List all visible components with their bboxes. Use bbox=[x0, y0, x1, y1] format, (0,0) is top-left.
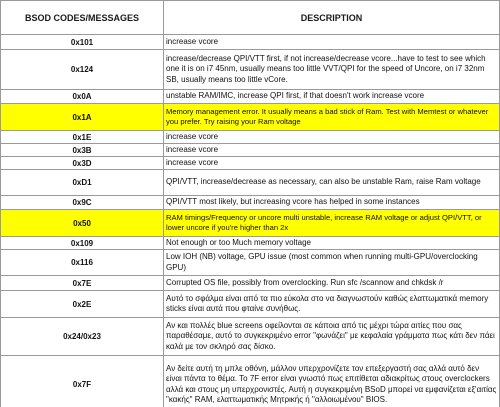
code-cell[interactable]: 0x7E bbox=[1, 276, 164, 291]
header-description[interactable]: DESCRIPTION bbox=[164, 1, 500, 35]
code-cell[interactable]: 0x101 bbox=[1, 35, 164, 50]
description-cell[interactable]: Αυτό το σφάλμα είναι από τα πιο εύκολα στο να διαγνωστούν καθώς ελαττωματικά memory sticks είναι αυτά που φταίνε συνήθως. bbox=[164, 291, 500, 318]
table-row bbox=[1, 144, 500, 157]
code-cell[interactable]: 0x9C bbox=[1, 196, 164, 210]
description-cell[interactable]: Not enough or too Much memory voltage bbox=[164, 237, 500, 250]
description-cell[interactable]: QPI/VTT, increase/decrease as necessary, can also be unstable Ram, raise Ram voltage bbox=[164, 170, 500, 196]
table-row bbox=[1, 90, 500, 104]
code-cell[interactable]: 0x116 bbox=[1, 250, 164, 276]
header-codes[interactable]: BSOD CODES/MESSAGES bbox=[1, 1, 164, 35]
description-cell[interactable]: increase vcore bbox=[164, 35, 500, 50]
code-cell[interactable]: 0x109 bbox=[1, 237, 164, 250]
table-row bbox=[1, 276, 500, 291]
description-cell[interactable]: increase vcore bbox=[164, 144, 500, 157]
code-cell[interactable]: 0x0A bbox=[1, 90, 164, 104]
code-cell[interactable]: 0x3D bbox=[1, 157, 164, 170]
code-cell[interactable]: 0x3B bbox=[1, 144, 164, 157]
table-row bbox=[1, 170, 500, 196]
table-row-highlighted bbox=[1, 210, 500, 237]
code-cell[interactable]: 0x7F bbox=[1, 356, 164, 407]
table-row bbox=[1, 291, 500, 318]
code-cell[interactable]: 0x50 bbox=[1, 210, 164, 237]
table-row-highlighted bbox=[1, 104, 500, 131]
description-cell[interactable]: Corrupted OS file, possibly from overclocking. Run sfc /scannow and chkdsk /r bbox=[164, 276, 500, 291]
code-cell[interactable]: 0x124 bbox=[1, 50, 164, 90]
description-cell[interactable]: increase/decrease QPI/VTT first, if not increase/decrease vcore...have to test to see which one it is on i7 45nm, usually means too little VVT/QPI for the speed of Uncore, on i7 32nm SB, usually means too little vCore. bbox=[164, 50, 500, 90]
table-row bbox=[1, 35, 500, 50]
description-cell[interactable]: RAM timings/Frequency or uncore multi unstable, increase RAM voltage or adjust QPI/VTT, or lower uncore if you're higher than 2x bbox=[164, 210, 500, 237]
code-cell[interactable]: 0x1E bbox=[1, 131, 164, 144]
table-row bbox=[1, 237, 500, 250]
code-cell[interactable]: 0x2E bbox=[1, 291, 164, 318]
description-cell[interactable]: unstable RAM/IMC, increase QPI first, if that doesn't work increase vcore bbox=[164, 90, 500, 104]
description-cell[interactable]: Low IOH (NB) voltage, GPU issue (most common when running multi-GPU/overclocking GPU) bbox=[164, 250, 500, 276]
table-row bbox=[1, 50, 500, 90]
table-row bbox=[1, 356, 500, 407]
description-cell[interactable]: Memory management error. It usually means a bad stick of Ram. Test with Memtest or whatever you prefer. Try raising your Ram voltage bbox=[164, 104, 500, 131]
description-cell[interactable]: increase vcore bbox=[164, 131, 500, 144]
table-row bbox=[1, 131, 500, 144]
description-cell[interactable]: QPI/VTT most likely, but increasing vcore has helped in some instances bbox=[164, 196, 500, 210]
table-row bbox=[1, 196, 500, 210]
table-row bbox=[1, 250, 500, 276]
code-cell[interactable]: 0x24/0x23 bbox=[1, 318, 164, 356]
description-cell[interactable]: Αν δείτε αυτή τη μπλε οθόνη, μάλλον υπερχρονίζετε τον επεξεργαστή σας αλλά αυτό δεν είναι πάντα το θέμα. Το 7F error είναι γνωστό πως επιτίθεται αδιακρίτως στους overclockers αλλά και στους μη υπερχρονιστές. Αυτή η συγκεκριμένη BSoD μπορεί να εμφανίζεται εξ'αιτίας "κακής" RAM, ελαττωματικής Μητρικής ή "αλλοιωμένου" BIOS. bbox=[164, 356, 500, 407]
table-row bbox=[1, 157, 500, 170]
header-row bbox=[1, 1, 500, 35]
table-row bbox=[1, 318, 500, 356]
code-cell[interactable]: 0xD1 bbox=[1, 170, 164, 196]
description-cell[interactable]: Αν και πολλές blue screens οφείλονται σε κάποια από τις μέχρι τώρα αιτίες που σας παραθέσαμε, αυτό το συγκεκριμένο error "φωνάζει" με κεφαλαία γράμματα πως κάτι δεν πάει καλά με τον σκληρό σας δίσκο. bbox=[164, 318, 500, 356]
description-cell[interactable]: increase vcore bbox=[164, 157, 500, 170]
code-cell[interactable]: 0x1A bbox=[1, 104, 164, 131]
